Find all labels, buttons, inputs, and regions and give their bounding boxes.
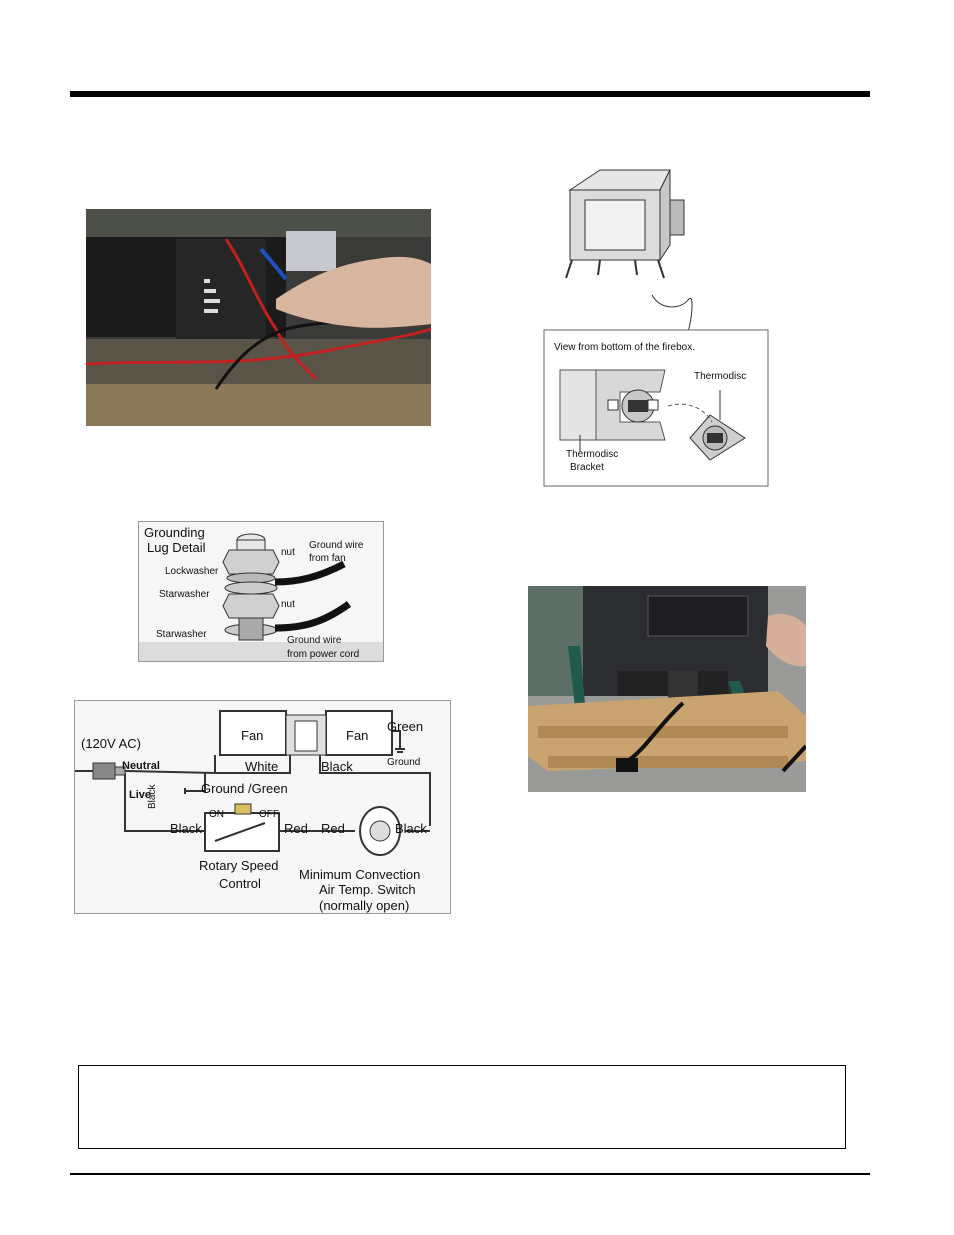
thermodisc-diagram — [540, 160, 772, 490]
red-right-label: Red — [321, 821, 345, 836]
ground-label: Ground — [387, 757, 421, 768]
black-top-label: Black — [321, 759, 353, 774]
note-box — [78, 1065, 846, 1149]
nut-bottom-label: nut — [281, 599, 295, 610]
ground-wire-fan-line2: from fan — [309, 553, 346, 564]
green-label: Green — [387, 719, 424, 734]
black-right-label: Black — [395, 821, 427, 836]
lockwasher-label: Lockwasher — [165, 566, 219, 577]
min-line1-label: Minimum Convection — [299, 867, 421, 882]
grounding-title-line2: Lug Detail — [147, 540, 206, 555]
footer-rule — [70, 1173, 870, 1175]
voltage-label: (120V AC) — [81, 736, 141, 751]
ground-wire-fan-line1: Ground wire — [309, 540, 364, 551]
black-left-label: Black — [170, 821, 202, 836]
ground-green-label: Ground /Green — [201, 781, 288, 796]
fan-right-label: Fan — [346, 728, 369, 743]
off-label: OFF — [259, 809, 279, 820]
white-label: White — [245, 759, 279, 774]
on-label: ON — [209, 809, 224, 820]
nut-top-label: nut — [281, 547, 295, 558]
thermodisc-label: Thermodisc — [694, 371, 747, 382]
min-line2-label: Air Temp. Switch — [319, 882, 416, 897]
wiring-diagram — [74, 700, 451, 914]
ground-wire-power-line1: Ground wire — [287, 635, 342, 646]
header-rule — [70, 91, 870, 97]
starwasher-bottom-label: Starwasher — [156, 629, 207, 640]
starwasher-top-label: Starwasher — [159, 589, 210, 600]
rotary-line2-label: Control — [219, 876, 261, 891]
rotary-line1-label: Rotary Speed — [199, 858, 279, 873]
grounding-lug-diagram — [138, 521, 384, 662]
min-line3-label: (normally open) — [319, 898, 410, 913]
thermodisc-caption: View from bottom of the firebox. — [554, 342, 695, 353]
live-label: Live — [129, 789, 152, 801]
bracket-label-line2: Bracket — [570, 462, 604, 473]
neutral-label: Neutral — [122, 760, 160, 772]
stove-pallet-photo — [528, 586, 806, 792]
fan-wiring-photo — [86, 209, 431, 426]
black-vertical-label: Black — [147, 784, 158, 809]
ground-wire-power-line2: from power cord — [287, 649, 360, 660]
red-left-label: Red — [284, 821, 308, 836]
fan-left-label: Fan — [241, 728, 264, 743]
grounding-title-line1: Grounding — [144, 525, 205, 540]
bracket-label-line1: Thermodisc — [566, 449, 619, 460]
